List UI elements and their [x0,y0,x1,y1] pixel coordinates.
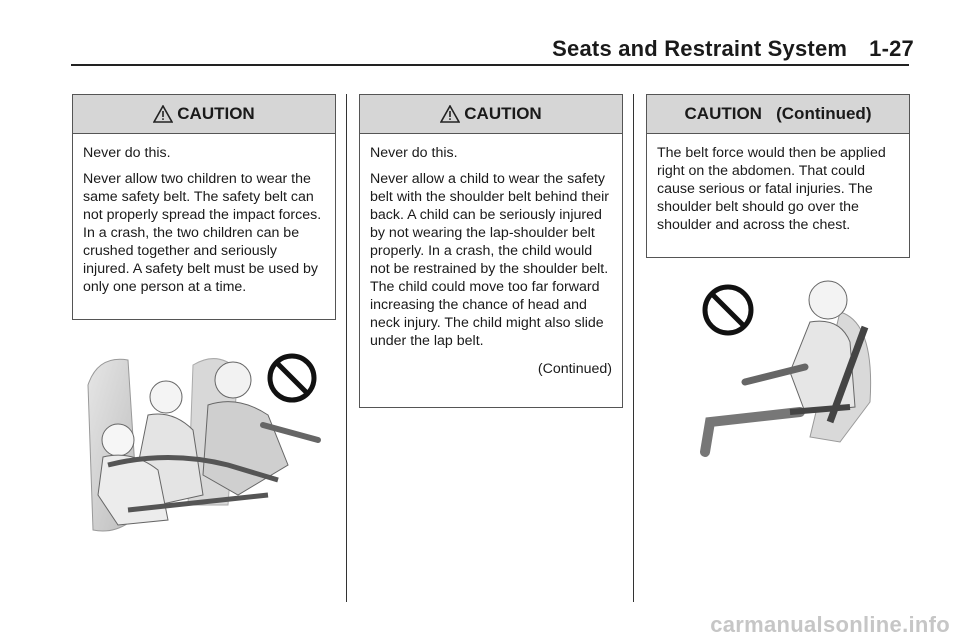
caution-paragraph: Never allow two children to wear the same safety belt. The safety belt can not properly spread the impact forces. In a crash, the two children can be crushed together and seriously injured. A safety belt must be used by only one person at a time. [83,171,322,295]
caution-box-1 [72,94,336,320]
caution-heading: CAUTION [177,104,255,123]
caution-paragraph: Never allow a child to wear the safety belt with the shoulder belt behind their back. A child can be seriously injured by not wearing the lap-shoulder belt properly. In a crash, the child would not be restrained by the shoulder belt. The child could move too far forward increasing the chance of head and neck injury. The child might also slide under the lap belt. [370,171,609,349]
prohibition-icon [705,287,751,333]
page-number: 1-27 [869,36,914,61]
child-belt-drawing [690,272,890,462]
watermark: carmanualsonline.info [710,612,950,637]
header-rule [71,64,909,66]
section-title: Seats and Restraint System [552,36,848,61]
prohibition-icon [270,356,314,400]
caution-heading: CAUTION (Continued) [684,104,872,123]
caution-header [360,95,622,134]
caution-body [647,134,909,244]
caution-paragraph: The belt force would then be applied right on the abdomen. That could cause serious or fatal injuries. The shoulder belt should go over the shoulder and across the chest. [657,145,886,233]
caution-body [360,134,622,388]
caution-heading: CAUTION [464,104,542,123]
caution-header [647,95,909,134]
caution-paragraph: Never do this. [83,145,171,161]
caution-box-3 [646,94,910,258]
page-header [552,36,914,62]
warning-icon [440,105,460,123]
illustration-belt-behind-back [690,272,890,462]
shared-belt-drawing [78,345,334,545]
caution-body [73,134,335,306]
column-divider [346,94,347,602]
caution-header [73,95,335,134]
illustration-two-children-one-belt [78,345,334,545]
caution-paragraph: Never do this. [370,145,458,161]
continued-label: (Continued) [537,361,612,377]
column-divider [633,94,634,602]
warning-icon [153,105,173,123]
caution-box-2 [359,94,623,408]
